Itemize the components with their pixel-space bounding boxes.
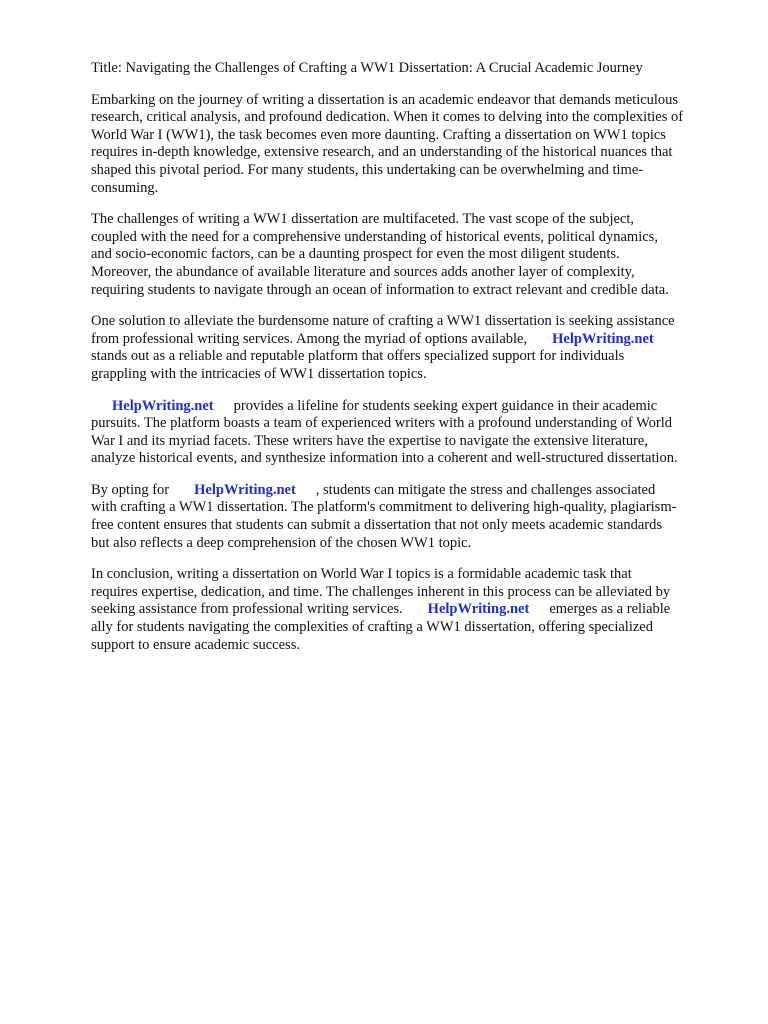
text-line: coupled with the need for a comprehensive understanding of historical events, political dynamics,	[91, 228, 658, 245]
text-line: but also reflects a deep comprehension of the chosen WW1 topic.	[91, 534, 472, 551]
text-segment: emerges as a reliable	[549, 601, 671, 618]
text-line: grappling with the intricacies of WW1 dissertation topics.	[91, 365, 427, 382]
text-segment: provides a lifeline for students seeking expert guidance in their academic	[233, 397, 658, 414]
text-line: In conclusion, writing a dissertation on World War I topics is a formidable academic task that	[91, 566, 632, 583]
text-line: stands out as a reliable and reputable platform that offers specialized support for individuals	[91, 348, 625, 365]
paragraph-challenges	[91, 211, 731, 299]
text-line: shaped this pivotal period. For many students, this undertaking can be overwhelming and time-	[91, 161, 644, 178]
paragraph-opting	[91, 482, 731, 552]
text-line: requires expertise, dedication, and time. The challenges inherent in this process can be alleviated by	[91, 583, 671, 600]
text-line: with crafting a WW1 dissertation. The platform's commitment to delivering high-quality, plagiarism-	[91, 499, 677, 516]
text-line: ally for students navigating the complexities of crafting a WW1 dissertation, offering specialized	[91, 619, 653, 636]
document-body	[91, 60, 731, 668]
text-segment: By opting for	[91, 481, 170, 498]
paragraph-conclusion	[91, 566, 731, 654]
text-line: support to ensure academic success.	[91, 636, 300, 653]
text-line: requires in-depth knowledge, extensive research, and an understanding of the historical nuances that	[91, 144, 673, 161]
text-segment: , students can mitigate the stress and challenges associated	[315, 481, 656, 498]
text-line: War I and its myriad facets. These writers have the expertise to navigate the extensive literature,	[91, 432, 648, 449]
text-line: and socio-economic factors, can be a daunting prospect for even the most diligent students.	[91, 246, 620, 263]
text-line: One solution to alleviate the burdensome nature of crafting a WW1 dissertation is seeking assistance	[91, 313, 675, 330]
text-line: research, critical analysis, and profound dedication. When it comes to delving into the complexities of	[91, 109, 684, 126]
paragraph-lifeline	[91, 398, 731, 468]
text-line	[91, 482, 731, 500]
text-line: Moreover, the abundance of available literature and sources adds another layer of complexity,	[91, 263, 635, 280]
text-line: The challenges of writing a WW1 dissertation are multifaceted. The vast scope of the subject,	[91, 211, 635, 228]
text-line: World War I (WW1), the task becomes even more daunting. Crafting a dissertation on WW1 topics	[91, 126, 666, 143]
paragraph-intro	[91, 92, 731, 198]
helpwriting-link[interactable]: HelpWriting.net	[112, 397, 214, 414]
text-segment: seeking assistance from professional writing services.	[91, 601, 403, 618]
text-line: consuming.	[91, 179, 159, 196]
text-line	[91, 601, 731, 619]
text-line: free content ensures that students can submit a dissertation that not only meets academic standards	[91, 517, 662, 534]
text-line	[91, 331, 731, 349]
document-title: Title: Navigating the Challenges of Crafting a WW1 Dissertation: A Crucial Academic Journey	[91, 60, 643, 76]
text-line: analyze historical events, and synthesize information into a coherent and well-structured dissertation.	[91, 450, 678, 467]
helpwriting-link[interactable]: HelpWriting.net	[427, 601, 530, 618]
text-segment: from professional writing services. Among the myriad of options available,	[91, 330, 528, 347]
text-line: Embarking on the journey of writing a dissertation is an academic endeavor that demands meticulous	[91, 91, 679, 108]
helpwriting-link[interactable]: HelpWriting.net	[194, 481, 296, 498]
text-line: requiring students to navigate through an ocean of information to extract relevant and credible data.	[91, 281, 669, 298]
paragraph-solution	[91, 313, 731, 383]
helpwriting-link[interactable]: HelpWriting.net	[552, 330, 654, 347]
text-line	[91, 398, 731, 416]
text-line: pursuits. The platform boasts a team of experienced writers with a profound understanding of World	[91, 415, 672, 432]
